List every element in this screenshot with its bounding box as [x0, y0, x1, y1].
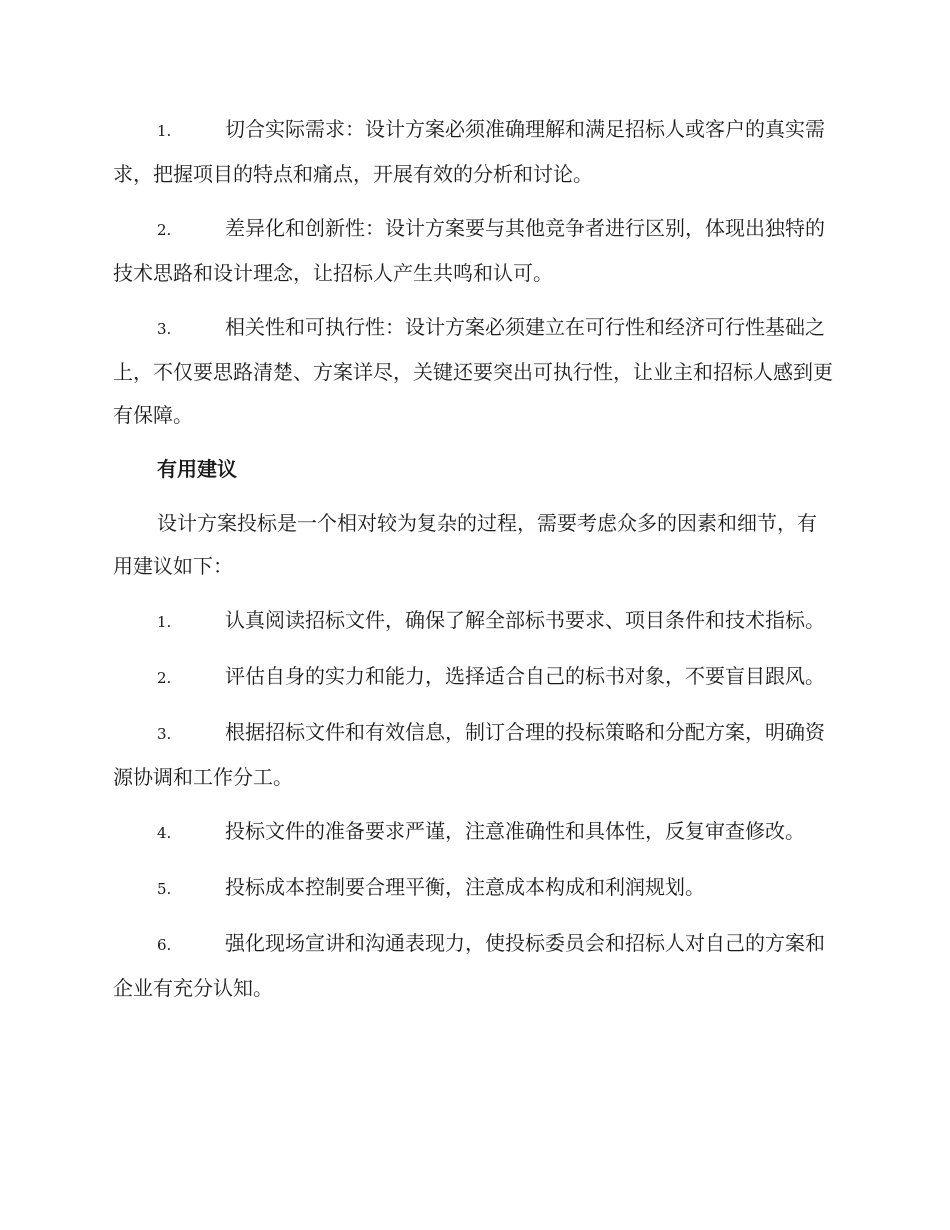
list-item-text: 切合实际需求：设计方案必须准确理解和满足招标人或客户的真实需求，把握项目的特点和痛点，开展有效的分析和讨论。 — [113, 117, 825, 186]
list-item — [113, 922, 835, 1010]
list-item — [113, 810, 835, 855]
list-item — [113, 711, 835, 799]
list-item — [113, 108, 835, 196]
list-number: 1. — [157, 122, 172, 140]
list-number: 2. — [157, 221, 172, 239]
list-item — [113, 306, 835, 437]
list-number: 4. — [157, 824, 172, 842]
list-number: 5. — [157, 880, 172, 898]
list-item-text: 认真阅读招标文件，确保了解全部标书要求、项目条件和技术指标。 — [225, 608, 825, 632]
list-item — [113, 655, 835, 700]
list-item-text: 相关性和可执行性：设计方案必须建立在可行性和经济可行性基础之上，不仅要思路清楚、方案详尽，关键还要突出可执行性，让业主和招标人感到更有保障。 — [113, 315, 833, 427]
list-item — [113, 599, 835, 644]
list-item-text: 评估自身的实力和能力，选择适合自己的标书对象，不要盲目跟风。 — [225, 664, 825, 688]
list-item — [113, 866, 835, 911]
section-heading: 有用建议 — [157, 457, 237, 481]
intro-paragraph: 设计方案投标是一个相对较为复杂的过程，需要考虑众多的因素和细节，有用建议如下： — [113, 511, 817, 578]
list-number: 6. — [157, 936, 172, 954]
list-item-text: 强化现场宣讲和沟通表现力，使投标委员会和招标人对自己的方案和企业有充分认知。 — [113, 931, 825, 1000]
list-number: 1. — [157, 613, 172, 631]
list-item-text: 根据招标文件和有效信息，制订合理的投标策略和分配方案，明确资源协调和工作分工。 — [113, 720, 825, 789]
list-item-text: 差异化和创新性：设计方案要与其他竞争者进行区别，体现出独特的技术思路和设计理念，让招标人产生共鸣和认可。 — [113, 216, 825, 285]
list-number: 3. — [157, 320, 172, 338]
list-item-text: 投标文件的准备要求严谨，注意准确性和具体性，反复审查修改。 — [225, 819, 805, 843]
document-page — [113, 108, 835, 1021]
list-item — [113, 207, 835, 295]
list-number: 2. — [157, 669, 172, 687]
list-number: 3. — [157, 725, 172, 743]
list-item-text: 投标成本控制要合理平衡，注意成本构成和利润规划。 — [225, 875, 705, 899]
